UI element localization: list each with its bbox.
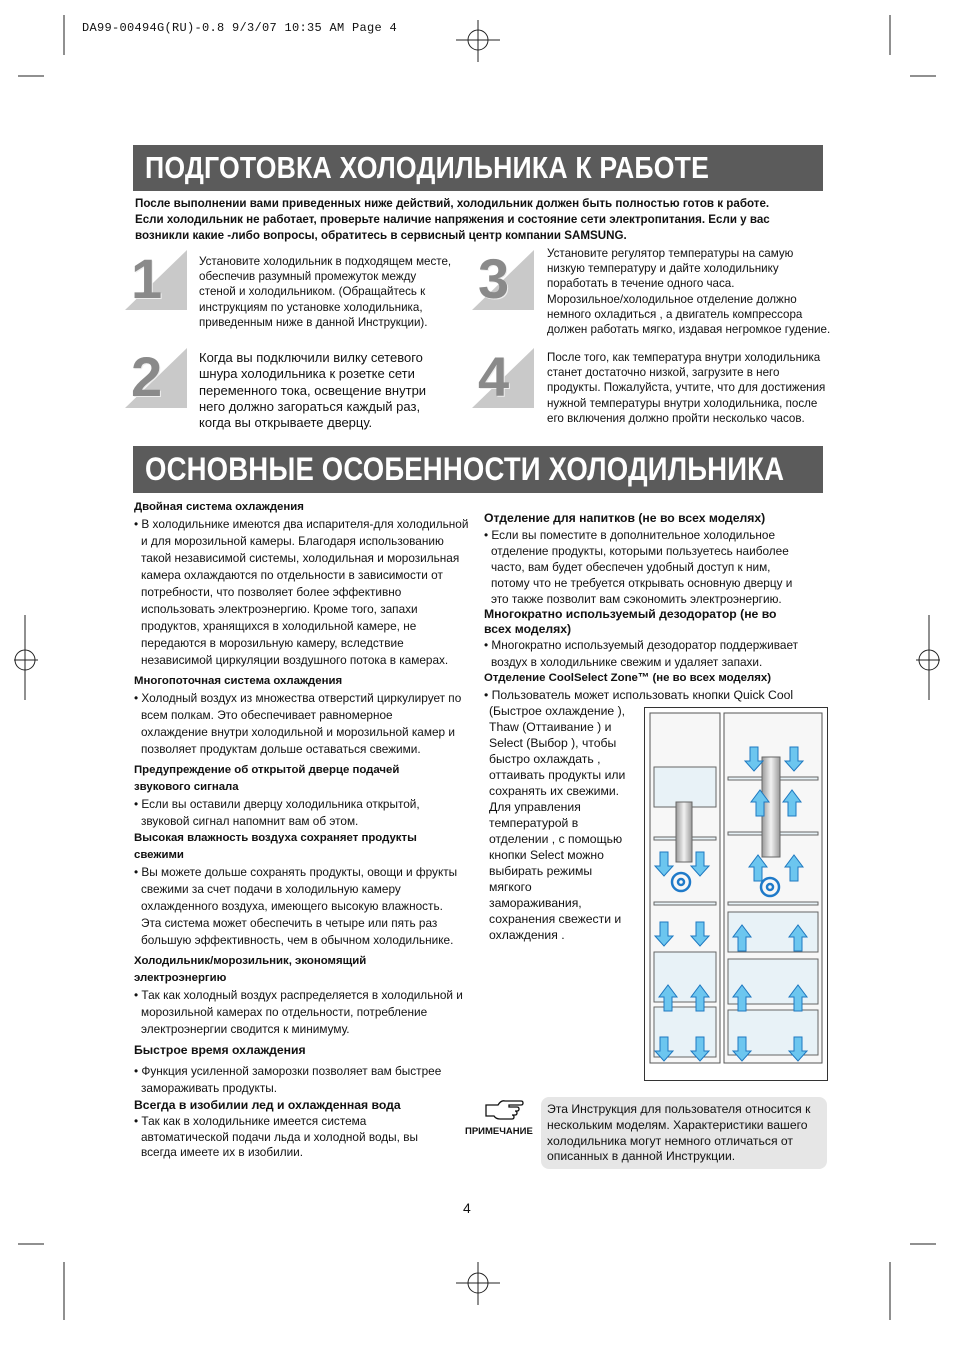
section-title-preparation: ПОДГОТОВКА ХОЛОДИЛЬНИКА К РАБОТЕ [133, 145, 823, 191]
intro-paragraph: После выполнении вами приведенных ниже действий, холодильник должен быть полностью готов к работе. Если холодильник не работает, проверьте наличие напряжения и состояние сети электропитания. Если у вас возникли какие -либо вопросы, обратитесь в сервисный центр компании SAMSUNG. [135, 197, 770, 242]
step-4-text: После того, как температура внутри холодильника станет достаточно низкой, загрузите в него продукты. Пожалуйста, учтите, что для достижения нужной температуры внутри холодильника, после его включения должно пройти несколько часов. [547, 351, 826, 425]
fridge-airflow-illustration [644, 707, 828, 1081]
features-left-column: Двойная система охлаждения • В холодильнике имеются два испарителя-для холодильной и для морозильной камеры. Благодаря использованию такой независимой системы, холодильная и морозильная камера охлаждаются по отдельности в зависимости от потребности, что позволяет более эффективно использовать электроэнергию. Кроме того, запахи продуктов, хранящихся в холодильной камере, не передаются в морозильную камеру, вследствие независимой циркуляции воздушного потока в камерах. Многопоточная система охлаждения • Холодный воздух из множества отверстий циркулирует по всем полкам. Это обеспечивает равномерное охлаждение внутри холодильной и морозильной камер и позволяет продуктам дольше оставаться свежими. Предупреждение об открытой дверце подачей звукового сигнала • Если вы оставили дверцу холодильника открытой, звуковой сигнал напомнит вам об этом. Высокая влажность воздуха сохраняет продукты свежими • Вы можете дольше сохранять продукты, овощи и фрукты свежими за счет подачи в холодильную камеру охлажденного воздуха, имеющего высокую влажность. Эта система может обеспечить в четыре или пять раз большую эффективность, чем в обычном холодильнике. Холодильник/морозильник, экономящий электроэнергию • Так как холодный воздух распределяется в холодильной и морозильной камерах по отдельности, потребление электроэнергии сводится к минимуму. Быстрое время охлаждения • Функция усиленной заморозки позволяет вам быстрее замораживать продукты. Всегда в изобилии лед и охлажденная вода • Так как в холодильнике имеется система автоматической подачи льда и холодной воды, вы всегда имеете их в изобилии. [134, 501, 469, 1159]
features-right-column: Отделение для напитков (не во всех моделях) • Если вы поместите в дополнительное холодильное отделение продукты, которыми пользуетесь наиболее часто, вам будет обеспечен удобный доступ к ним, потому что не требуется открывать основную дверцу и это также позволит вам сэкономить электроэнергию. Многократно используемый дезодоратор (не во всех моделях) • Многократно используемый дезодоратор поддерживает воздух в холодильнике свежим и удаляет запахи. Отделение CoolSelect Zone™ (не во всех моделях) • Пользователь может использовать кнопки Quick Cool (Быстрое охлаждение ), Thaw (Оттаивание ) и Select (Выбор ), чтобы быстро охлаждать , оттаивать продукты или сохранять их свежими. Для управления температурой в отделении , с помощью кнопки Select можно выбирать режимы мягкого замораживания, сохранения свежести и охлаждения . [484, 510, 829, 943]
step-4-badge: 4 [472, 348, 534, 408]
page-number: 4 [463, 1200, 471, 1216]
step-3-badge: 3 [472, 250, 534, 310]
section-title-features: ОСНОВНЫЕ ОСОБЕННОСТИ ХОЛОДИЛЬНИКА [133, 446, 823, 493]
note-label: ПРИМЕЧАНИЕ [465, 1126, 533, 1137]
feature-title: Двойная система охлаждения [134, 501, 304, 513]
step-2-badge: 2 [125, 348, 187, 408]
feature-title: Многопоточная система охлаждения [134, 675, 343, 687]
feature-title: Многократно используемый дезодоратор (не во [484, 607, 777, 621]
note-box: Эта Инструкция для пользователя относится к нескольким моделям. Характеристики вашего холодильника могут немного отличаться от описанных в данной Инструкции. [541, 1097, 827, 1169]
feature-title: Быстрое время охлаждения [134, 1043, 306, 1057]
feature-title: Предупреждение об открытой дверце подачей [134, 764, 400, 776]
step-1-badge: 1 [125, 250, 187, 310]
feature-title: Всегда в изобилии лед и охлажденная вода [134, 1098, 401, 1112]
feature-title: Отделение для напитков (не во всех моделях) [484, 511, 766, 525]
feature-title: Отделение CoolSelect Zone™ (не во всех моделях) [484, 672, 771, 684]
step-2-text: Когда вы подключили вилку сетевого шнура холодильника к розетке сети переменного тока, освещение внутри него должно загораться каждый раз, когда вы открываете дверцу. [199, 350, 427, 431]
print-slug: DA99-00494G(RU)-0.8 9/3/07 10:35 AM Page 4 [82, 21, 398, 35]
pointing-hand-icon [483, 1098, 525, 1122]
step-1-text: Установите холодильник в подходящем месте, обеспечив разумный промежуток между стеной и холодильником. (Обращайтесь к инструкциям по установке холодильника, приведенным ниже в данной Инструкции). [199, 255, 452, 329]
feature-title: Холодильник/морозильник, экономящий [134, 955, 367, 967]
step-3-text: Установите регулятор температуры на самую низкую температуру и дайте холодильнику поработать в течение одного часа. Морозильное/холодильное отделение должно немного охладиться , а двигатель компрессора должен работать мягко, издавая негромкое гудение. [547, 247, 831, 337]
feature-title: Высокая влажность воздуха сохраняет продукты [134, 832, 417, 844]
